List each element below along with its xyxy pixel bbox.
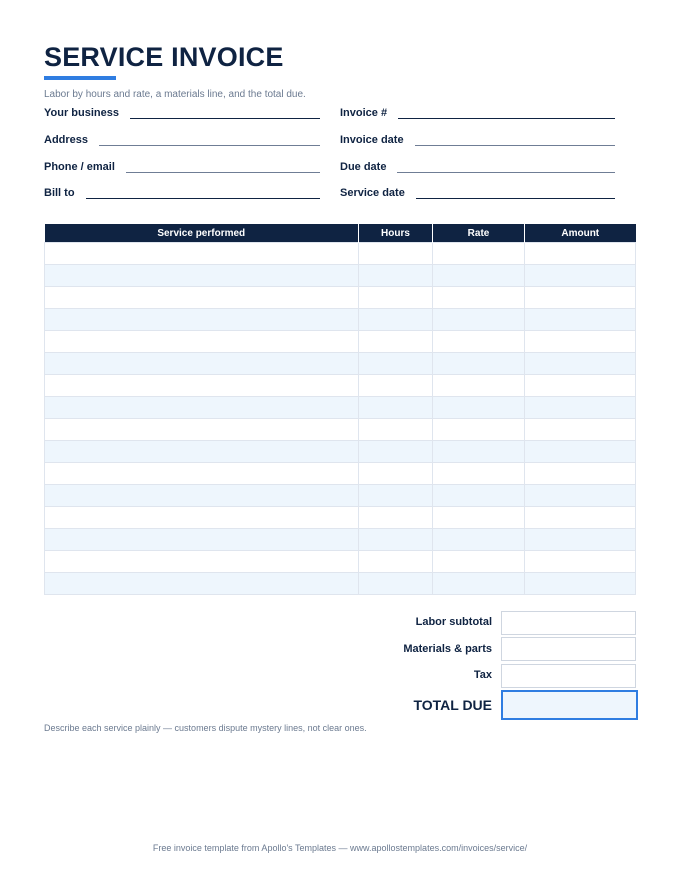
- column-header-service: Service performed: [45, 224, 359, 243]
- amount-cell[interactable]: [525, 243, 636, 265]
- amount-cell[interactable]: [525, 397, 636, 419]
- column-header-rate: Rate: [433, 224, 525, 243]
- materials-label: Materials & parts: [403, 643, 492, 655]
- amount-cell[interactable]: [525, 573, 636, 595]
- amount-cell[interactable]: [525, 463, 636, 485]
- column-header-hours: Hours: [359, 224, 433, 243]
- tax-box[interactable]: [501, 664, 636, 688]
- amount-cell[interactable]: [525, 331, 636, 353]
- total-due-box[interactable]: [501, 690, 638, 720]
- labor-subtotal-label: Labor subtotal: [415, 616, 492, 628]
- labor-subtotal-box[interactable]: [501, 611, 636, 635]
- amount-cell[interactable]: [525, 551, 636, 573]
- column-header-amount: Amount: [525, 224, 636, 243]
- phone-email-label: Phone / email: [44, 161, 115, 173]
- service-note: Describe each service plainly — customers dispute mystery lines, not clear ones.: [44, 723, 367, 733]
- amount-cell[interactable]: [525, 419, 636, 441]
- tax-label: Tax: [473, 669, 492, 681]
- due-date-label: Due date: [340, 161, 387, 173]
- materials-box[interactable]: [501, 637, 636, 661]
- total-due-label: TOTAL DUE: [413, 697, 492, 713]
- page-subtitle: Labor by hours and rate, a materials line, and the total due.: [44, 89, 306, 100]
- amount-cell[interactable]: [525, 353, 636, 375]
- amount-cell[interactable]: [525, 287, 636, 309]
- service-date-label: Service date: [340, 187, 405, 199]
- your-business-label: Your business: [44, 107, 119, 119]
- page-title: SERVICE INVOICE: [44, 42, 284, 72]
- amount-cell[interactable]: [525, 529, 636, 551]
- amount-cell[interactable]: [525, 441, 636, 463]
- amount-cell[interactable]: [525, 485, 636, 507]
- amount-cell[interactable]: [525, 375, 636, 397]
- amount-cell[interactable]: [525, 265, 636, 287]
- invoice-date-label: Invoice date: [340, 134, 404, 146]
- amount-cell[interactable]: [525, 507, 636, 529]
- address-label: Address: [44, 134, 89, 146]
- amount-cell[interactable]: [525, 309, 636, 331]
- footer-credit[interactable]: Free invoice template from Apollo's Templates — www.apollostemplates.com/invoices/service/: [152, 843, 528, 853]
- bill-to-label: Bill to: [44, 187, 75, 199]
- invoice-number-label: Invoice #: [340, 107, 388, 119]
